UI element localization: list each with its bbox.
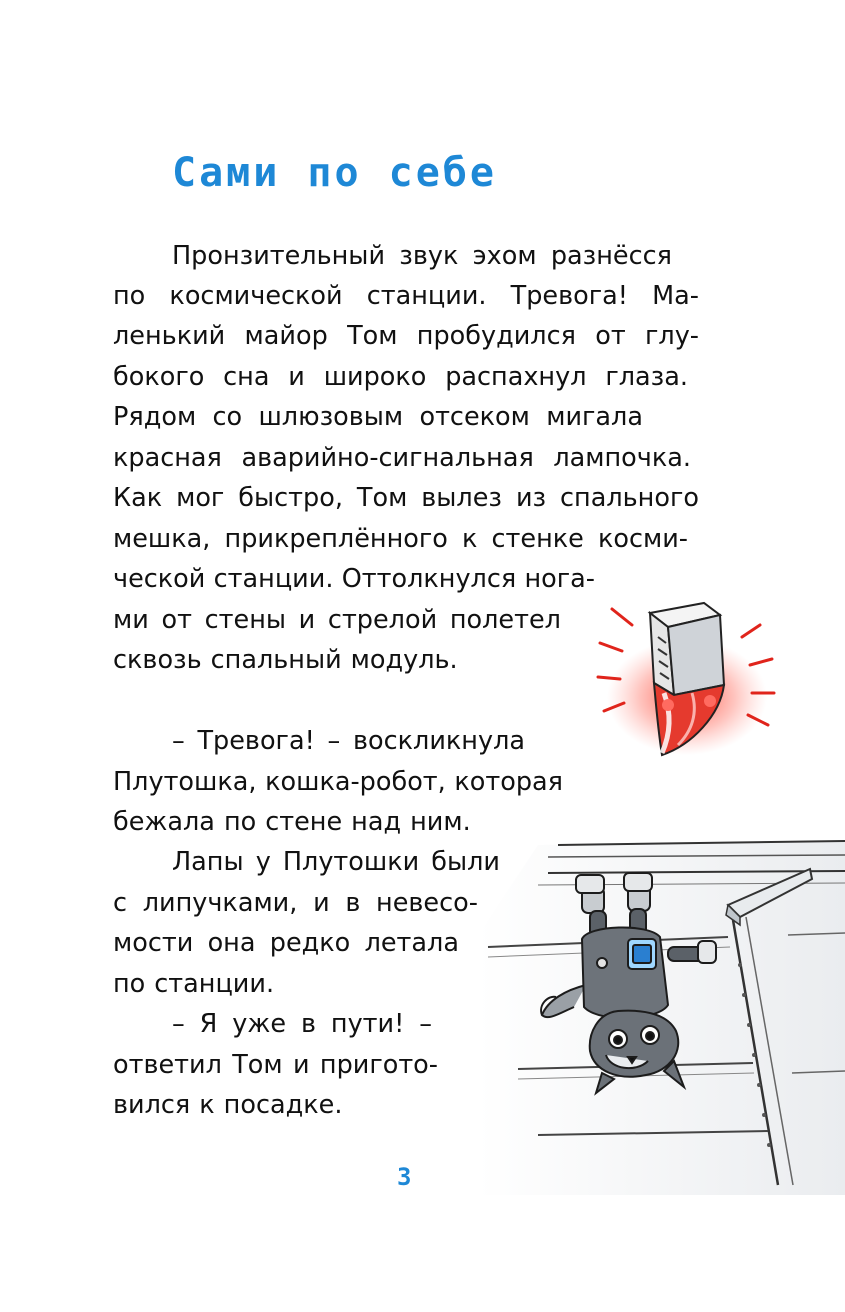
word: бокого	[113, 362, 205, 392]
word: у	[255, 847, 271, 877]
word: аварийно-сигнальная	[241, 443, 534, 473]
text-line	[113, 645, 458, 675]
text-line	[113, 1090, 342, 1120]
page-title: Сами по себе	[172, 150, 497, 196]
word: –	[419, 1009, 432, 1039]
word: были	[431, 847, 500, 877]
word: Том	[347, 321, 398, 351]
text-line	[113, 767, 563, 797]
word: нога-	[524, 564, 595, 594]
text-line	[172, 847, 500, 877]
word: ответил	[113, 1050, 222, 1080]
word: стене	[265, 807, 343, 837]
word: отсеком	[419, 402, 530, 432]
word: и	[298, 605, 316, 635]
word: станции.	[154, 969, 275, 999]
word: –	[172, 1009, 185, 1039]
word: к	[461, 524, 478, 554]
word: звук	[399, 241, 459, 271]
text-line	[113, 807, 471, 837]
word: невесо-	[376, 888, 478, 918]
word: Лапы	[172, 847, 244, 877]
word: она	[207, 928, 256, 958]
word: из	[515, 483, 547, 513]
word: спальный	[210, 645, 342, 675]
word: Том	[356, 483, 408, 513]
word: ленький	[113, 321, 226, 351]
text-line	[113, 443, 691, 473]
page-number: 3	[397, 1163, 412, 1191]
word: станции.	[366, 281, 487, 311]
word: спального	[560, 483, 699, 513]
text-line	[113, 969, 274, 999]
word: ним.	[410, 807, 471, 837]
word: с	[113, 888, 128, 918]
word: майор	[244, 321, 328, 351]
word: и	[313, 888, 330, 918]
text-line	[113, 605, 561, 635]
word: кошка-робот,	[265, 767, 446, 797]
word: глаза.	[605, 362, 688, 392]
text-line	[113, 362, 688, 392]
word: бежала	[113, 807, 215, 837]
text-line	[172, 1009, 432, 1039]
word: Оттолкнулся	[341, 564, 517, 594]
word: Я	[199, 1009, 218, 1039]
text-line	[113, 1050, 438, 1080]
word: в	[345, 888, 361, 918]
word: которая	[454, 767, 563, 797]
word: по	[223, 807, 257, 837]
word: и	[292, 1050, 310, 1080]
word: лампочка.	[553, 443, 691, 473]
text-line	[113, 928, 459, 958]
word: вился	[113, 1090, 191, 1120]
word: распахнул	[445, 362, 587, 392]
word: стрелой	[327, 605, 438, 635]
word: липучками,	[142, 888, 298, 918]
text-line	[113, 483, 699, 513]
word: Тревога!	[510, 281, 628, 311]
word: космической	[169, 281, 343, 311]
word: редко	[269, 928, 351, 958]
word: вылез	[421, 483, 502, 513]
word: Как	[113, 483, 163, 513]
word: посадке.	[223, 1090, 343, 1120]
text-line	[113, 888, 478, 918]
word: к	[199, 1090, 215, 1120]
word: Плутошки	[282, 847, 420, 877]
alarm-lamp-illustration	[592, 585, 782, 775]
word: мигала	[546, 402, 643, 432]
word: стены	[204, 605, 286, 635]
word: ческой	[113, 564, 206, 594]
word: Пронзительный	[172, 241, 386, 271]
text-line	[113, 402, 643, 432]
word: пути!	[330, 1009, 405, 1039]
word: полетел	[449, 605, 561, 635]
word: по	[113, 969, 146, 999]
word: пригото-	[319, 1050, 438, 1080]
text-line	[172, 241, 672, 271]
word: летала	[364, 928, 459, 958]
word: ми	[113, 605, 149, 635]
word: со	[212, 402, 243, 432]
word: пробудился	[416, 321, 576, 351]
word: станции.	[213, 564, 334, 594]
word: –	[172, 726, 185, 756]
robot-cat-illustration	[478, 835, 845, 1195]
text-line	[113, 281, 699, 311]
text-line	[113, 321, 699, 351]
word: и	[288, 362, 305, 392]
word: над	[351, 807, 402, 837]
word: мости	[113, 928, 194, 958]
word: от	[161, 605, 192, 635]
word: сна	[223, 362, 270, 392]
word: уже	[232, 1009, 287, 1039]
word: быстро,	[238, 483, 343, 513]
text-line	[172, 726, 525, 756]
word: по	[113, 281, 146, 311]
word: шлюзовым	[258, 402, 404, 432]
word: –	[327, 726, 341, 756]
text-line	[113, 564, 595, 594]
word: глу-	[645, 321, 699, 351]
word: воскликнула	[352, 726, 525, 756]
word: сквозь	[113, 645, 202, 675]
word: широко	[323, 362, 427, 392]
word: Ма-	[652, 281, 699, 311]
word: мог	[176, 483, 225, 513]
word: косми-	[597, 524, 688, 554]
word: эхом	[472, 241, 537, 271]
word: Тревога!	[197, 726, 315, 756]
word: в	[300, 1009, 316, 1039]
word: стенке	[491, 524, 584, 554]
word: разнёсся	[550, 241, 672, 271]
word: от	[595, 321, 626, 351]
word: Том	[232, 1050, 283, 1080]
word: Рядом	[113, 402, 197, 432]
word: Плутошка,	[113, 767, 257, 797]
word: прикреплённого	[224, 524, 448, 554]
word: красная	[113, 443, 222, 473]
word: модуль.	[350, 645, 458, 675]
text-line	[113, 524, 688, 554]
word: мешка,	[113, 524, 211, 554]
